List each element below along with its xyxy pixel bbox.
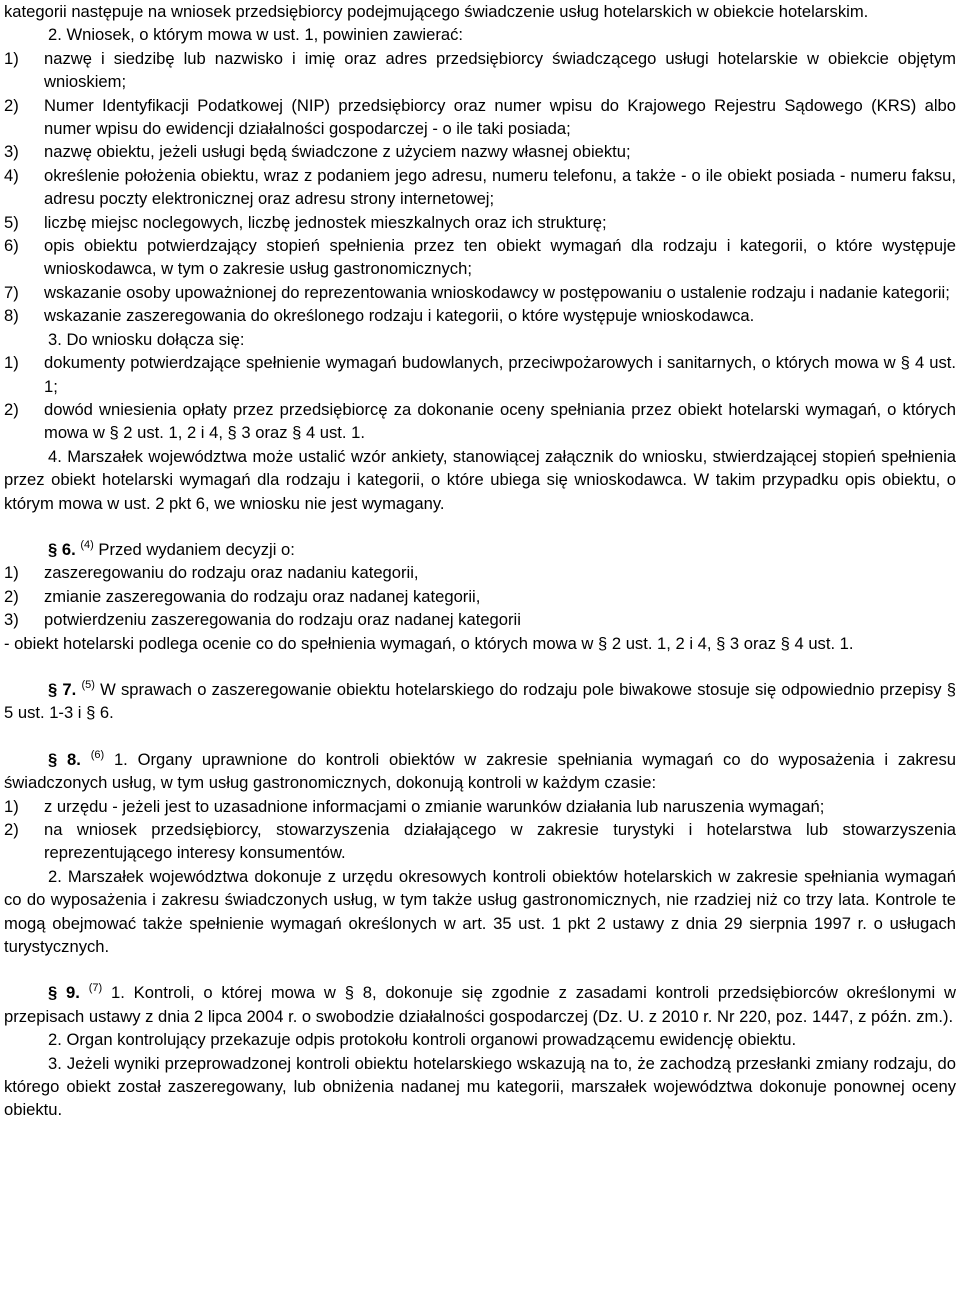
list-item: 6) opis obiektu potwierdzający stopień spełnienia przez ten obiekt wymagań dla rodzaju i kategorii, o które występuje wnioskodawca, w tym o zakresie usług gastronomicznych; [4, 236, 956, 279]
list-item: 2) dowód wniesienia opłaty przez przedsiębiorcę za dokonanie oceny spełniania przez obiekt hotelarski wymagań, o których mowa w § 2 ust. 1, 2 i 4, § 3 oraz § 4 ust. 1. [4, 399, 956, 443]
list-item: 2) na wniosek przedsiębiorcy, stowarzyszenia działającego w zakresie turystyki i hotelarstwa lub stowarzyszenia reprezentującego interesy konsumentów. [4, 820, 956, 863]
list-item: 1) nazwę i siedzibę lub nazwisko i imię oraz adres przedsiębiorcy świadczącego usługi hotelarskie w obiekcie objętym wnioskiem; [4, 48, 956, 92]
section-6 [4, 538, 956, 561]
section-8-para-2: 2. Marszałek województwa dokonuje z urzędu okresowych kontroli obiektów hotelarskich w zakresie spełniania wymagań co do wyposażenia i zakresu świadczonych usług, w tym także usług gastronomicznych, nie rzadziej niż co trzy lata. Kontrole te mogą obejmować także spełnienie wymagań określonych w art. 35 ust. 1 pkt 2 ustawy z dnia 29 sierpnia 1997 r. o usługach turystycznych. [4, 866, 956, 957]
list-item: 4) określenie położenia obiektu, wraz z podaniem jego adresu, numeru telefonu, a także - o ile obiekt posiada - numeru faksu, adresu poczty elektronicznej oraz adresu strony internetowej; [4, 165, 956, 209]
list-item: 7) wskazanie osoby upoważnionej do reprezentowania wnioskodawcy w postępowaniu o ustalenie rodzaju i nadanie kategorii; [4, 282, 950, 302]
footnote-ref: (5) [81, 678, 95, 691]
section-sign: § 9. [48, 983, 80, 1003]
footnote-ref: (6) [90, 748, 105, 761]
list-item: 1) z urzędu - jeżeli jest to uzasadnione informacjami o zmianie warunków działania lub naruszenia wymagań; [4, 796, 825, 816]
section-9-text: 1. Kontroli, o której mowa w § 8, dokonuje się zgodnie z zasadami kontroli przedsiębiorców określonymi w przepisach ustawy z dnia 2 lipca 2004 r. o swobodzie działalności gospodarczej (Dz. U. z 2010 r. Nr 220, poz. 1447, z późn. zm.). [4, 983, 956, 1026]
para-2-heading: 2. Wniosek, o którym mowa w ust. 1, powinien zawierać: [48, 25, 463, 45]
section-6-heading: Przed wydaniem decyzji o: [98, 539, 295, 559]
section-9-para-2: 2. Organ kontrolujący przekazuje odpis protokołu kontroli organowi prowadzącemu ewidencję obiektu. [48, 1030, 797, 1050]
section-9 [4, 981, 956, 1028]
footnote-ref: (4) [80, 538, 94, 551]
para-4: 4. Marszałek województwa może ustalić wzór ankiety, stanowiącej załącznik do wniosku, stwierdzającej stopień spełnienia przez obiekt hotelarski wymagań dla rodzaju i kategorii, o które ubiega się wnioskodawca. W takim przypadku opis obiektu, o którym mowa w ust. 2 pkt 6, we wniosku nie jest wymagany. [4, 446, 956, 513]
para-3-heading: 3. Do wniosku dołącza się: [48, 329, 245, 349]
para-3-list [4, 351, 956, 445]
list-item: 5) liczbę miejsc noclegowych, liczbę jednostek mieszkalnych oraz ich strukturę; [4, 212, 607, 232]
section-sign: § 7. [48, 679, 77, 699]
list-item: 2) zmianie zaszeregowania do rodzaju oraz nadanej kategorii, [4, 586, 481, 606]
section-sign: § 8. [48, 749, 81, 769]
section-8-list [4, 795, 956, 865]
section-sign: § 6. [48, 539, 76, 559]
section-9-para-3: 3. Jeżeli wyniki przeprowadzonej kontroli obiektu hotelarskiego wskazują na to, że zachodzą przesłanki zmiany rodzaju, do którego obiekt został zaszeregowany, lub obniżenia nadanej mu kategorii, marszałek województwa dokonuje ponownej oceny obiektu. [4, 1053, 956, 1120]
section-8 [4, 748, 956, 795]
list-item: 1) dokumenty potwierdzające spełnienie wymagań budowlanych, przeciwpożarowych i sanitarnych, o których mowa w § 4 ust. 1; [4, 353, 956, 396]
list-item: 1) zaszeregowaniu do rodzaju oraz nadaniu kategorii, [4, 563, 419, 583]
section-7-text: W sprawach o zaszeregowanie obiektu hotelarskiego do rodzaju pole biwakowe stosuje się odpowiednio przepisy § 5 ust. 1-3 i § 6. [4, 679, 956, 723]
list-item: 2) Numer Identyfikacji Podatkowej (NIP) przedsiębiorcy oraz numer wpisu do Krajowego Rejestru Sądowego (KRS) albo numer wpisu do ewidencji działalności gospodarczej - o ile taki posiada; [4, 95, 956, 139]
section-8-text: 1. Organy uprawnione do kontroli obiektów w zakresie spełniania wymagań co do wyposażenia i zakresu świadczonych usług, w tym usług gastronomicznych, dokonują kontroli w każdym czasie: [4, 749, 956, 793]
section-6-list [4, 561, 956, 631]
list-item: 8) wskazanie zaszeregowania do określonego rodzaju i kategorii, o które występuje wnioskodawca. [4, 306, 755, 326]
para-2-list [4, 47, 956, 328]
intro-paragraph: kategorii następuje na wniosek przedsiębiorcy podejmującego świadczenie usług hotelarskich w obiekcie hotelarskim. [4, 2, 869, 21]
section-7 [4, 678, 956, 725]
section-6-tail: - obiekt hotelarski podlega ocenie co do spełnienia wymagań, o których mowa w § 2 ust. 1, 2 i 4, § 3 oraz § 4 ust. 1. [4, 633, 854, 653]
list-item: 3) potwierdzeniu zaszeregowania do rodzaju oraz nadanej kategorii [4, 610, 521, 630]
footnote-ref: (7) [88, 982, 103, 995]
list-item: 3) nazwę obiektu, jeżeli usługi będą świadczone z użyciem nazwy własnej obiektu; [4, 142, 631, 162]
